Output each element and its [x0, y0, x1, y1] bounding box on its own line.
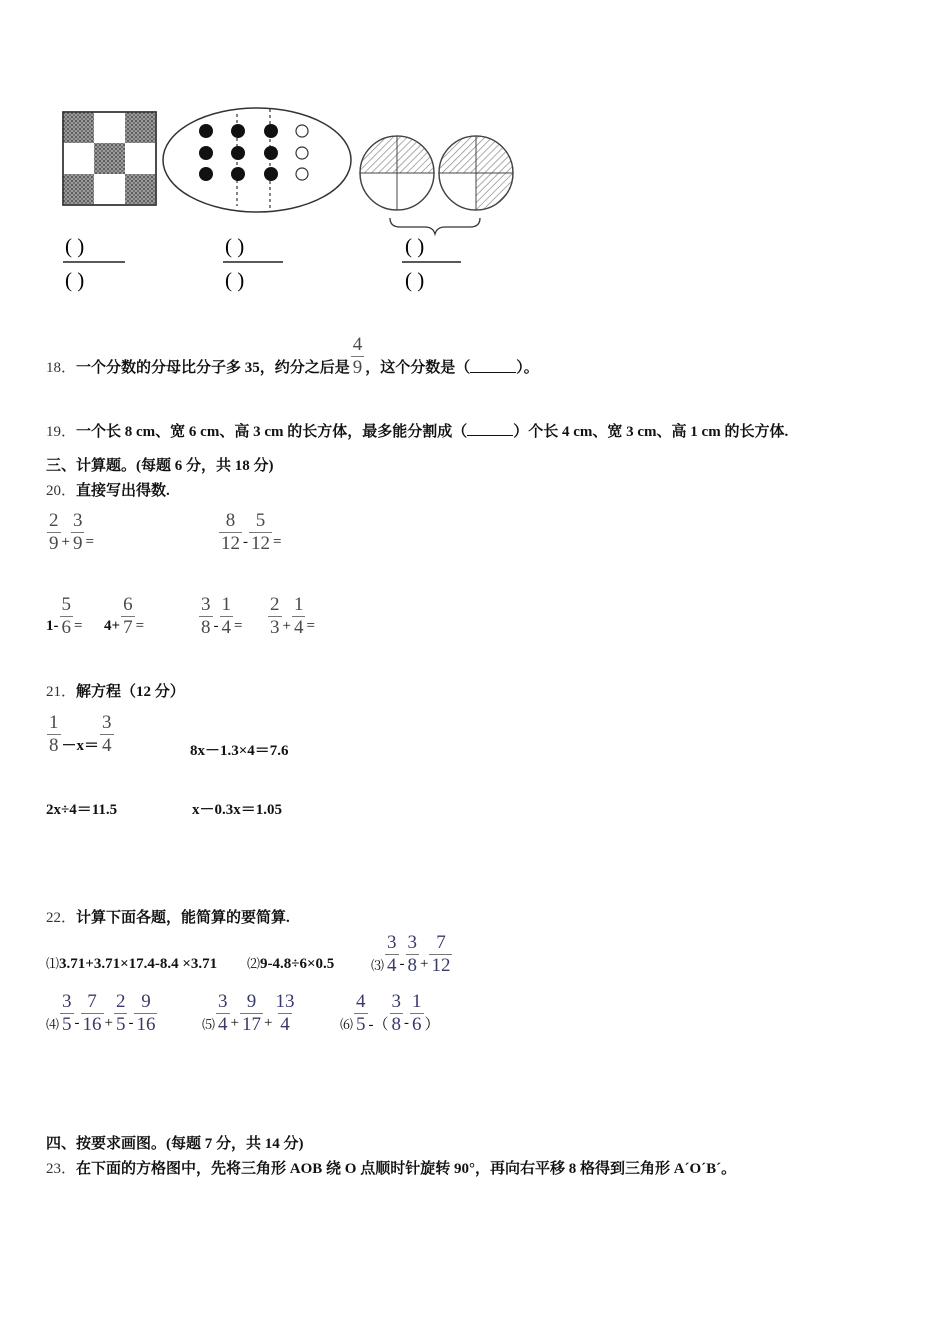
answer-blank[interactable]	[470, 360, 516, 373]
q21-equation-2: 8x－1.3×4＝7.6	[190, 743, 289, 759]
question-19: 19．一个长 8 cm、宽 6 cm、高 3 cm 的长方体，最多能分割成（ ）个长 4 cm、宽 3 cm、高 1 cm 的长方体.	[46, 424, 789, 440]
q20-item-5: $\frac{3}{8}$ - $\frac{1}{4}$ =	[201, 594, 243, 638]
q22-problem-4: ⑷ $\frac{3}{5}$ - $\frac{7}{16}$ + $\frac{2}{5}$ - $\frac{9}{16}$	[46, 991, 156, 1035]
fraction-figures	[55, 100, 535, 305]
q22-problem-2: ⑵9-4.8÷6×0.5	[247, 956, 335, 972]
q20-item-3: 1- $\frac{5}{6}$ =	[46, 594, 83, 638]
blank-fraction-2	[223, 234, 283, 292]
blank-fraction-3	[402, 234, 461, 292]
blank-numerator: ( )	[65, 234, 85, 258]
blank-denominator: ( )	[65, 268, 85, 292]
checkered-square-figure	[63, 112, 156, 205]
answer-blank[interactable]	[467, 423, 513, 436]
question-21-title: 21．解方程（12 分）	[46, 684, 185, 700]
question-18: 18．一个分数的分母比分子多 35，约分之后是 $\frac{4}{9}$ ，这个分数是（ ）。	[46, 334, 539, 378]
q20-item-6: $\frac{2}{3}$ + $\frac{1}{4}$ =	[270, 594, 315, 638]
fraction-4-9: $\frac{4}{9}$	[352, 334, 363, 378]
section-4-title: 四、按要求画图。(每题 7 分，共 14 分)	[46, 1136, 304, 1152]
q22-problem-3: ⑶ $\frac{3}{4}$ - $\frac{3}{8}$ + $\frac{7}{12}$	[371, 932, 451, 976]
q21-equation-4: x－0.3x＝1.05	[192, 802, 283, 818]
q22-problem-5: ⑸ $\frac{3}{4}$ + $\frac{9}{17}$ + $\frac{13}{4}$	[202, 991, 295, 1035]
blank-numerator: ( )	[405, 234, 425, 258]
blank-denominator: ( )	[405, 268, 425, 292]
ellipse-dots-figure	[163, 108, 351, 212]
q21-equation-3: 2x÷4＝11.5	[46, 802, 118, 818]
q22-problem-6: ⑹ $\frac{4}{5}$ -（ $\frac{3}{8}$ - $\frac{1}{6}$ ）	[340, 991, 440, 1035]
circles-figure	[360, 136, 513, 234]
q20-item-1: $\frac{2}{9}$ + $\frac{3}{9}$ =	[49, 510, 94, 554]
blank-fraction-1	[63, 234, 125, 292]
question-23: 23．在下面的方格图中，先将三角形 AOB 绕 O 点顺时针旋转 90°，再向右平移 8 格得到三角形 A´O´B´。	[46, 1161, 737, 1177]
q21-equation-1: $\frac{1}{8}$ －x＝ $\frac{3}{4}$	[49, 712, 112, 756]
blank-denominator: ( )	[225, 268, 245, 292]
blank-numerator: ( )	[225, 234, 245, 258]
question-22-title: 22．计算下面各题，能简算的要简算.	[46, 910, 290, 926]
section-3-title: 三、计算题。(每题 6 分，共 18 分)	[46, 458, 274, 474]
question-20-title: 20．直接写出得数.	[46, 483, 170, 499]
q22-problem-1: ⑴3.71+3.71×17.4-8.4 ×3.71	[46, 956, 218, 972]
q20-item-2: $\frac{8}{12}$ - $\frac{5}{12}$ =	[221, 510, 282, 554]
q20-item-4: 4+ $\frac{6}{7}$ =	[104, 594, 145, 638]
